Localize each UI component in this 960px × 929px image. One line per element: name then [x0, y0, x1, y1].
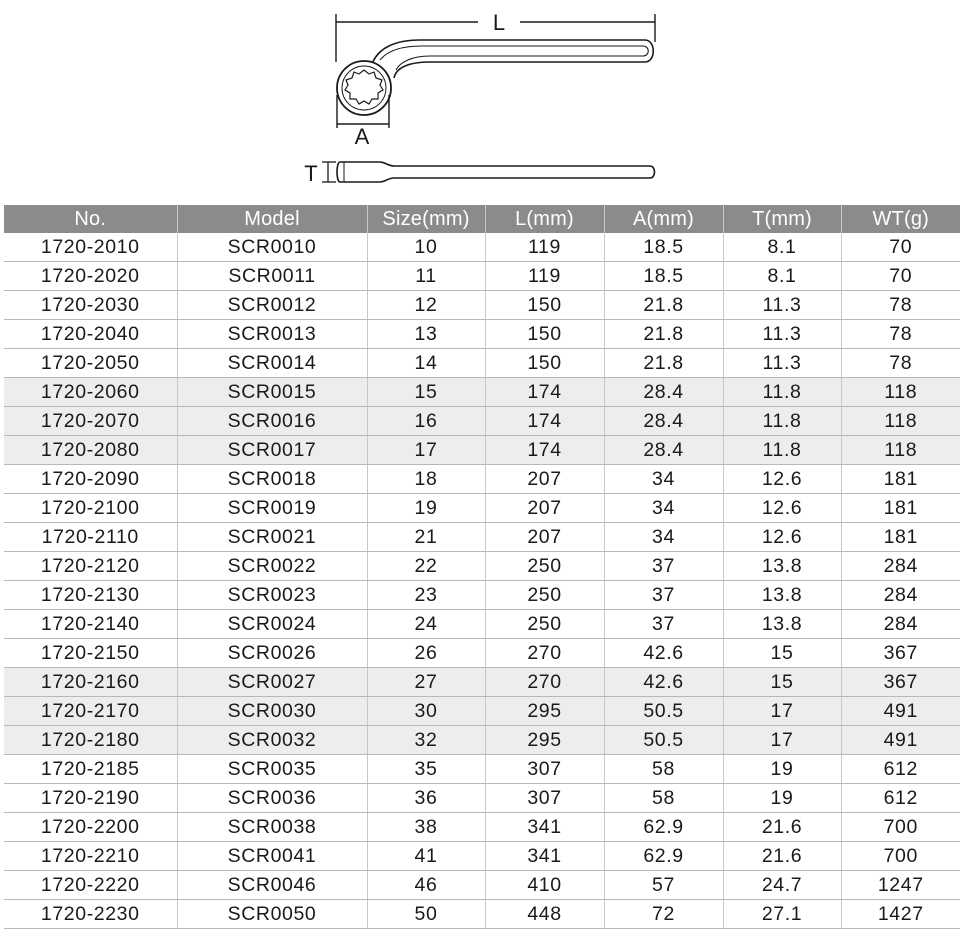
cell-a: 57: [604, 871, 723, 900]
cell-size: 21: [367, 523, 485, 552]
cell-length: 307: [485, 755, 604, 784]
cell-a: 37: [604, 610, 723, 639]
cell-t: 11.3: [723, 349, 841, 378]
cell-model: SCR0017: [177, 436, 367, 465]
cell-a: 50.5: [604, 697, 723, 726]
cell-weight: 78: [841, 349, 960, 378]
cell-no: 1720-2060: [4, 378, 177, 407]
cell-a: 18.5: [604, 233, 723, 262]
cell-a: 34: [604, 523, 723, 552]
cell-t: 13.8: [723, 610, 841, 639]
cell-no: 1720-2230: [4, 900, 177, 929]
cell-size: 50: [367, 900, 485, 929]
cell-weight: 78: [841, 320, 960, 349]
cell-length: 150: [485, 291, 604, 320]
wrench-side-profile: [337, 162, 655, 182]
table-row: [4, 842, 960, 871]
column-header-model: Model: [177, 205, 367, 233]
cell-model: SCR0036: [177, 784, 367, 813]
cell-t: 11.8: [723, 378, 841, 407]
cell-no: 1720-2010: [4, 233, 177, 262]
table-row: [4, 668, 960, 697]
table-row: [4, 871, 960, 900]
cell-no: 1720-2100: [4, 494, 177, 523]
cell-a: 21.8: [604, 320, 723, 349]
cell-model: SCR0014: [177, 349, 367, 378]
cell-no: 1720-2170: [4, 697, 177, 726]
cell-model: SCR0046: [177, 871, 367, 900]
cell-size: 18: [367, 465, 485, 494]
cell-a: 34: [604, 465, 723, 494]
cell-t: 8.1: [723, 233, 841, 262]
specification-table: [4, 205, 960, 929]
cell-weight: 118: [841, 407, 960, 436]
table-row: [4, 813, 960, 842]
table-row: [4, 900, 960, 929]
cell-size: 16: [367, 407, 485, 436]
column-header-a: A(mm): [604, 205, 723, 233]
table-row: [4, 291, 960, 320]
cell-model: SCR0050: [177, 900, 367, 929]
column-header-weight: WT(g): [841, 205, 960, 233]
cell-no: 1720-2210: [4, 842, 177, 871]
table-row: [4, 378, 960, 407]
cell-no: 1720-2110: [4, 523, 177, 552]
cell-size: 23: [367, 581, 485, 610]
cell-t: 21.6: [723, 842, 841, 871]
cell-weight: 181: [841, 523, 960, 552]
cell-a: 28.4: [604, 378, 723, 407]
cell-no: 1720-2080: [4, 436, 177, 465]
cell-length: 270: [485, 639, 604, 668]
cell-model: SCR0010: [177, 233, 367, 262]
cell-t: 12.6: [723, 494, 841, 523]
cell-size: 19: [367, 494, 485, 523]
a-dimension-label: A: [354, 124, 370, 149]
cell-a: 28.4: [604, 407, 723, 436]
cell-size: 15: [367, 378, 485, 407]
cell-a: 72: [604, 900, 723, 929]
t-dimension-label: T: [304, 161, 318, 186]
cell-weight: 612: [841, 784, 960, 813]
cell-weight: 491: [841, 726, 960, 755]
cell-no: 1720-2185: [4, 755, 177, 784]
cell-size: 41: [367, 842, 485, 871]
cell-no: 1720-2130: [4, 581, 177, 610]
cell-length: 119: [485, 233, 604, 262]
table-row: [4, 494, 960, 523]
cell-t: 11.8: [723, 436, 841, 465]
cell-t: 24.7: [723, 871, 841, 900]
cell-size: 26: [367, 639, 485, 668]
cell-t: 11.3: [723, 291, 841, 320]
table-row: [4, 407, 960, 436]
cell-size: 24: [367, 610, 485, 639]
cell-weight: 181: [841, 465, 960, 494]
table-row: [4, 523, 960, 552]
l-dimension-label: L: [492, 10, 506, 35]
cell-model: SCR0012: [177, 291, 367, 320]
cell-a: 42.6: [604, 668, 723, 697]
table-row: [4, 465, 960, 494]
cell-size: 12: [367, 291, 485, 320]
cell-a: 18.5: [604, 262, 723, 291]
cell-no: 1720-2140: [4, 610, 177, 639]
cell-no: 1720-2040: [4, 320, 177, 349]
ring-outer: [337, 61, 391, 115]
cell-t: 11.3: [723, 320, 841, 349]
cell-model: SCR0024: [177, 610, 367, 639]
column-header-t: T(mm): [723, 205, 841, 233]
cell-size: 13: [367, 320, 485, 349]
cell-no: 1720-2120: [4, 552, 177, 581]
cell-no: 1720-2190: [4, 784, 177, 813]
cell-t: 21.6: [723, 813, 841, 842]
cell-no: 1720-2050: [4, 349, 177, 378]
cell-model: SCR0032: [177, 726, 367, 755]
table-row: [4, 552, 960, 581]
cell-weight: 284: [841, 581, 960, 610]
cell-length: 341: [485, 813, 604, 842]
cell-model: SCR0016: [177, 407, 367, 436]
table-row: [4, 755, 960, 784]
cell-model: SCR0022: [177, 552, 367, 581]
cell-a: 50.5: [604, 726, 723, 755]
cell-t: 13.8: [723, 581, 841, 610]
cell-model: SCR0038: [177, 813, 367, 842]
table-row: [4, 436, 960, 465]
cell-t: 11.8: [723, 407, 841, 436]
cell-size: 17: [367, 436, 485, 465]
cell-t: 19: [723, 784, 841, 813]
cell-no: 1720-2020: [4, 262, 177, 291]
cell-length: 270: [485, 668, 604, 697]
wrench-drawing: [0, 0, 960, 200]
table-row: [4, 320, 960, 349]
cell-a: 58: [604, 755, 723, 784]
cell-no: 1720-2180: [4, 726, 177, 755]
cell-model: SCR0023: [177, 581, 367, 610]
cell-t: 19: [723, 755, 841, 784]
cell-length: 207: [485, 465, 604, 494]
cell-weight: 284: [841, 610, 960, 639]
cell-size: 11: [367, 262, 485, 291]
cell-weight: 1427: [841, 900, 960, 929]
cell-size: 14: [367, 349, 485, 378]
table-row: [4, 784, 960, 813]
wrench-handle-inner: [380, 46, 648, 70]
cell-t: 17: [723, 726, 841, 755]
cell-size: 27: [367, 668, 485, 697]
cell-no: 1720-2160: [4, 668, 177, 697]
cell-a: 34: [604, 494, 723, 523]
column-header-length: L(mm): [485, 205, 604, 233]
cell-length: 207: [485, 494, 604, 523]
cell-size: 46: [367, 871, 485, 900]
cell-no: 1720-2070: [4, 407, 177, 436]
table-header: [4, 205, 960, 233]
cell-weight: 284: [841, 552, 960, 581]
table-row: [4, 581, 960, 610]
cell-weight: 181: [841, 494, 960, 523]
cell-size: 36: [367, 784, 485, 813]
cell-model: SCR0041: [177, 842, 367, 871]
cell-a: 58: [604, 784, 723, 813]
cell-weight: 700: [841, 842, 960, 871]
cell-weight: 118: [841, 378, 960, 407]
cell-a: 37: [604, 581, 723, 610]
cell-model: SCR0011: [177, 262, 367, 291]
column-header-no: No.: [4, 205, 177, 233]
cell-length: 250: [485, 581, 604, 610]
cell-model: SCR0018: [177, 465, 367, 494]
cell-t: 17: [723, 697, 841, 726]
cell-length: 448: [485, 900, 604, 929]
cell-size: 10: [367, 233, 485, 262]
table-row: [4, 262, 960, 291]
table-row: [4, 726, 960, 755]
cell-model: SCR0021: [177, 523, 367, 552]
cell-model: SCR0013: [177, 320, 367, 349]
cell-t: 8.1: [723, 262, 841, 291]
table-body: [4, 233, 960, 929]
cell-model: SCR0015: [177, 378, 367, 407]
cell-length: 207: [485, 523, 604, 552]
cell-a: 62.9: [604, 813, 723, 842]
table-row: [4, 610, 960, 639]
cell-model: SCR0019: [177, 494, 367, 523]
cell-weight: 78: [841, 291, 960, 320]
cell-a: 28.4: [604, 436, 723, 465]
cell-length: 174: [485, 378, 604, 407]
cell-length: 341: [485, 842, 604, 871]
cell-t: 15: [723, 668, 841, 697]
cell-a: 42.6: [604, 639, 723, 668]
cell-size: 35: [367, 755, 485, 784]
cell-a: 21.8: [604, 349, 723, 378]
cell-a: 21.8: [604, 291, 723, 320]
cell-length: 295: [485, 697, 604, 726]
cell-model: SCR0030: [177, 697, 367, 726]
cell-model: SCR0026: [177, 639, 367, 668]
cell-weight: 367: [841, 668, 960, 697]
cell-t: 15: [723, 639, 841, 668]
cell-t: 12.6: [723, 465, 841, 494]
cell-weight: 612: [841, 755, 960, 784]
table-row: [4, 639, 960, 668]
cell-weight: 118: [841, 436, 960, 465]
cell-t: 12.6: [723, 523, 841, 552]
cell-length: 119: [485, 262, 604, 291]
cell-length: 295: [485, 726, 604, 755]
cell-length: 410: [485, 871, 604, 900]
cell-weight: 367: [841, 639, 960, 668]
cell-weight: 70: [841, 233, 960, 262]
cell-a: 62.9: [604, 842, 723, 871]
table-row: [4, 233, 960, 262]
cell-no: 1720-2090: [4, 465, 177, 494]
cell-length: 250: [485, 552, 604, 581]
cell-length: 174: [485, 407, 604, 436]
cell-a: 37: [604, 552, 723, 581]
table-row: [4, 349, 960, 378]
cell-length: 174: [485, 436, 604, 465]
cell-weight: 1247: [841, 871, 960, 900]
cell-model: SCR0027: [177, 668, 367, 697]
cell-size: 38: [367, 813, 485, 842]
cell-size: 30: [367, 697, 485, 726]
cell-no: 1720-2150: [4, 639, 177, 668]
cell-weight: 70: [841, 262, 960, 291]
cell-size: 32: [367, 726, 485, 755]
cell-t: 13.8: [723, 552, 841, 581]
wrench-dimension-diagram: [0, 0, 960, 200]
cell-no: 1720-2200: [4, 813, 177, 842]
cell-length: 250: [485, 610, 604, 639]
table-row: [4, 697, 960, 726]
cell-length: 307: [485, 784, 604, 813]
cell-weight: 700: [841, 813, 960, 842]
cell-weight: 491: [841, 697, 960, 726]
column-header-size: Size(mm): [367, 205, 485, 233]
cell-t: 27.1: [723, 900, 841, 929]
cell-model: SCR0035: [177, 755, 367, 784]
cell-no: 1720-2220: [4, 871, 177, 900]
cell-size: 22: [367, 552, 485, 581]
cell-length: 150: [485, 320, 604, 349]
cell-no: 1720-2030: [4, 291, 177, 320]
cell-length: 150: [485, 349, 604, 378]
